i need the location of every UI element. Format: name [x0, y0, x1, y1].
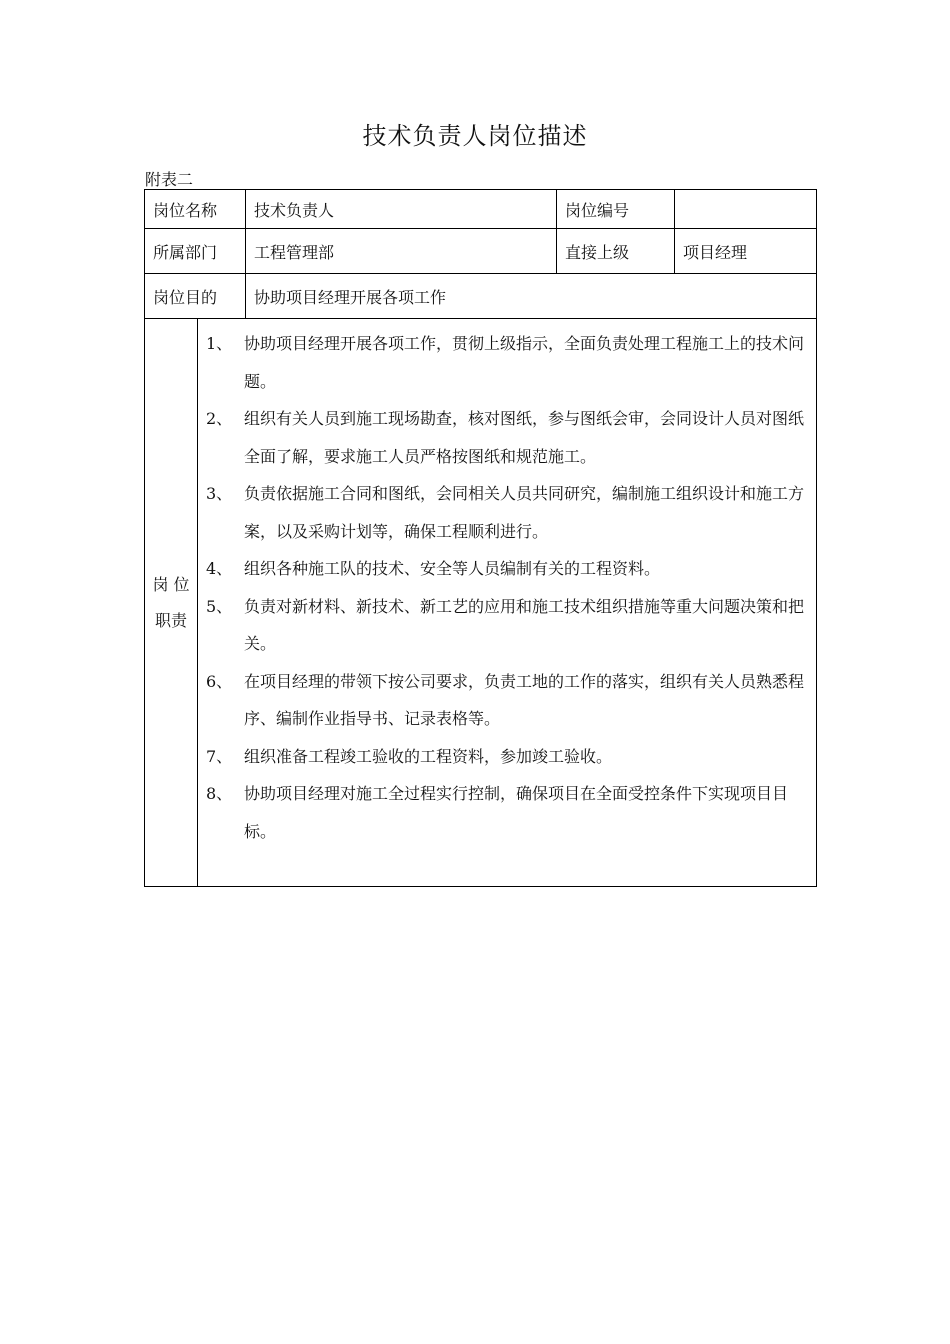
duties-list — [198, 319, 817, 887]
duty-text: 组织各种施工队的技术、安全等人员编制有关的工程资料。 — [244, 559, 661, 578]
duty-item — [206, 663, 808, 738]
supervisor-value: 项目经理 — [675, 229, 817, 274]
duty-item — [206, 738, 808, 776]
duty-text: 组织有关人员到施工现场勘查，核对图纸，参与图纸会审，会同设计人员对图纸全面了解，要求施工人员严格按图纸和规范施工。 — [244, 409, 805, 466]
duty-number: 5、 — [206, 596, 233, 616]
purpose-value: 协助项目经理开展各项工作 — [246, 274, 817, 319]
appendix-label: 附表二 — [145, 170, 194, 189]
duty-text: 在项目经理的带领下按公司要求，负责工地的工作的落实，组织有关人员熟悉程序、编制作业指导书、记录表格等。 — [244, 671, 805, 728]
purpose-label: 岗位目的 — [145, 274, 246, 319]
duty-text: 组织准备工程竣工验收的工程资料，参加竣工验收。 — [244, 746, 613, 766]
duties-label — [145, 319, 198, 887]
duty-number: 2、 — [206, 409, 233, 428]
document-title: 技术负责人岗位描述 — [362, 122, 588, 150]
duty-number: 7、 — [206, 746, 233, 766]
table-row — [145, 190, 817, 229]
duties-label-line2: 职责 — [154, 610, 187, 630]
duty-item — [206, 325, 808, 400]
duty-number: 4、 — [206, 559, 233, 578]
duty-text: 协助项目经理开展各项工作，贯彻上级指示，全面负责处理工程施工上的技术问题。 — [244, 334, 805, 391]
duty-number: 1、 — [206, 334, 233, 353]
department-value: 工程管理部 — [246, 229, 557, 274]
duties-label-line1: 岗 位 — [152, 574, 190, 594]
duty-item — [206, 775, 808, 850]
position-code-value — [675, 190, 817, 229]
supervisor-label: 直接上级 — [557, 229, 675, 274]
duty-text: 负责对新材料、新技术、新工艺的应用和施工技术组织措施等重大问题决策和把关。 — [244, 596, 805, 653]
job-description-table — [144, 189, 817, 887]
duty-item — [206, 400, 808, 475]
duty-item — [206, 550, 808, 588]
duty-number: 3、 — [206, 484, 233, 503]
table-row — [145, 274, 817, 319]
position-name-value: 技术负责人 — [246, 190, 557, 229]
duty-item — [206, 588, 808, 663]
duty-number: 6、 — [206, 671, 233, 691]
department-label: 所属部门 — [145, 229, 246, 274]
position-name-label: 岗位名称 — [145, 190, 246, 229]
position-code-label: 岗位编号 — [557, 190, 675, 229]
table-row — [145, 319, 817, 887]
table-row — [145, 229, 817, 274]
duty-text: 协助项目经理对施工全过程实行控制，确保项目在全面受控条件下实现项目目标。 — [244, 784, 789, 841]
duty-text: 负责依据施工合同和图纸，会同相关人员共同研究，编制施工组织设计和施工方案，以及采购计划等，确保工程顺利进行。 — [244, 484, 805, 541]
duty-number: 8、 — [206, 784, 233, 803]
duty-item — [206, 475, 808, 550]
